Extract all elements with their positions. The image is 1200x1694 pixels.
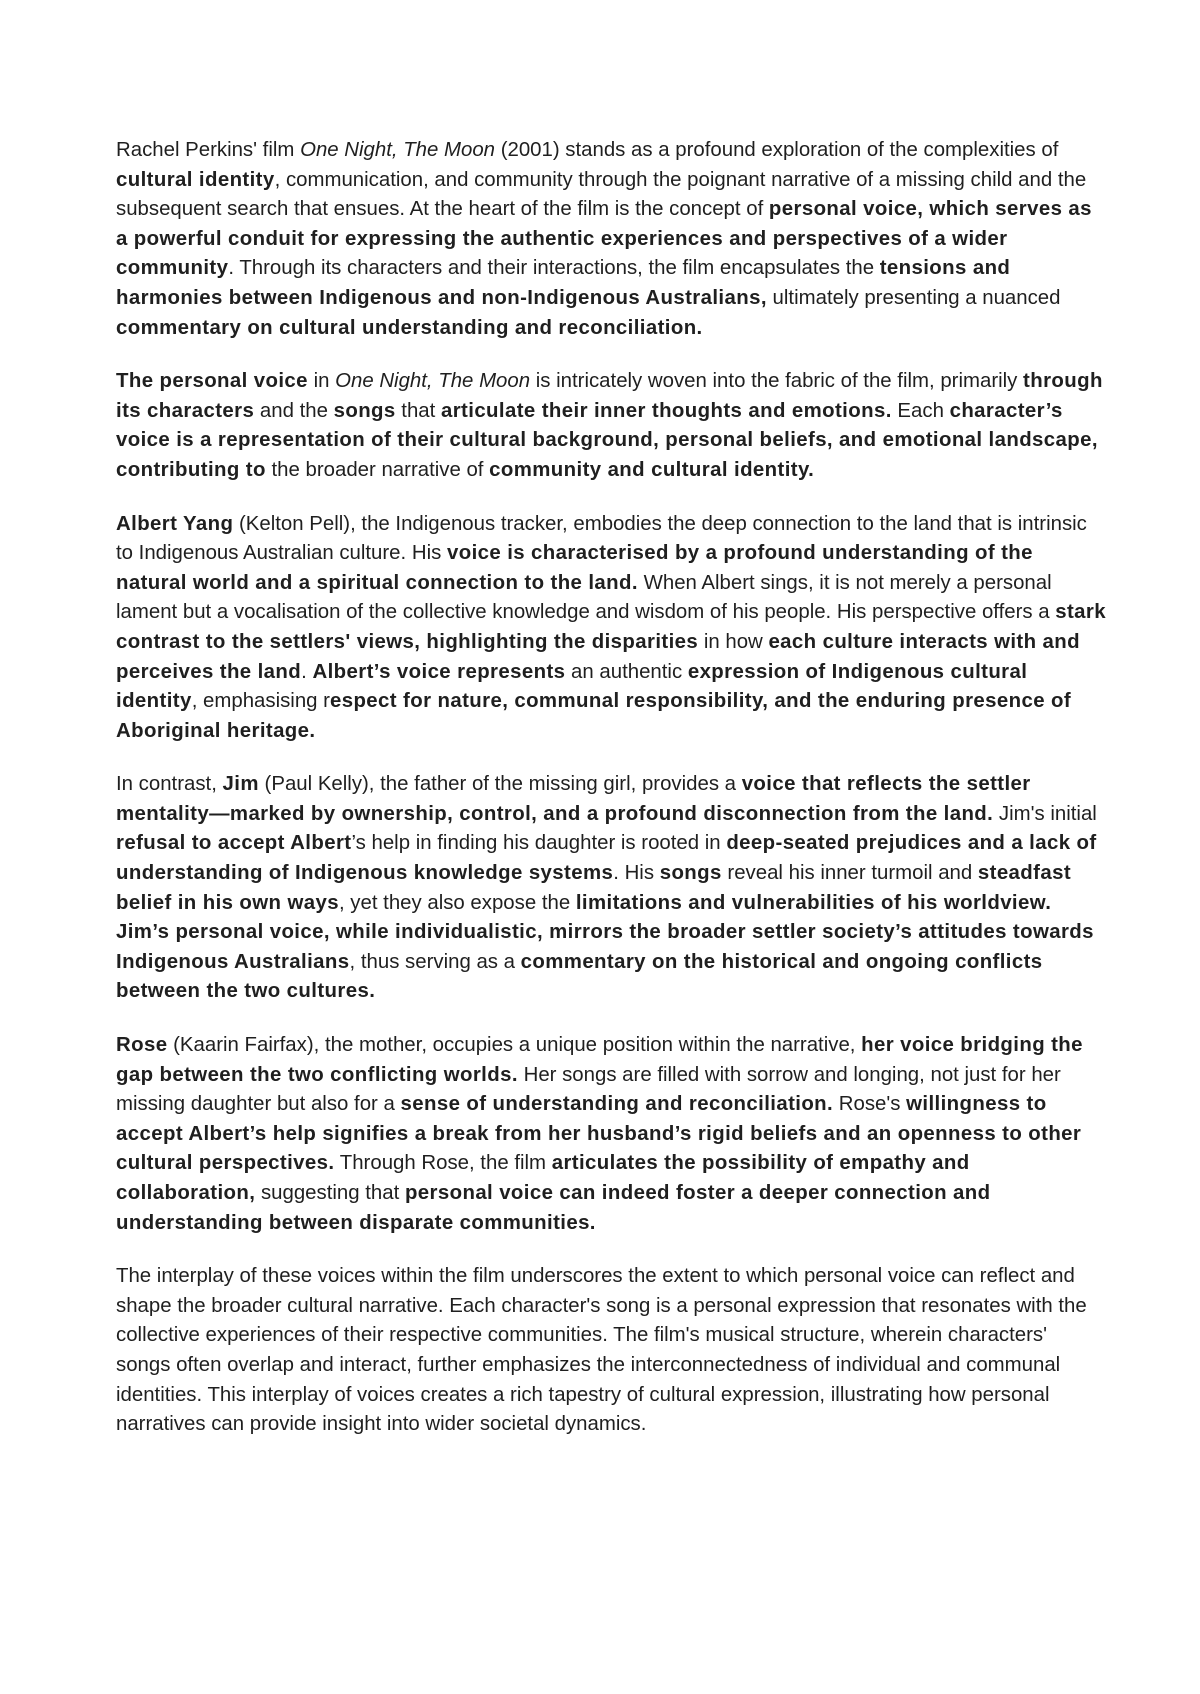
bold-text-run: steadfast belief in his own ways: [116, 862, 1072, 914]
text-run: (2001) stands as a profound exploration of the complexities of: [495, 139, 1059, 161]
text-run: Each: [891, 399, 950, 422]
text-run: When Albert sings, it is not merely a personal lament but a vocalisation of the collective knowledge and wisdom of his people. His perspective offers a: [116, 571, 1056, 624]
bold-text-run: character’s voice is a representation of their cultural background, personal beliefs, and emotional landscape, contributing to: [116, 399, 1098, 481]
text-run: (Paul Kelly), the father of the missing girl, provides a: [258, 773, 742, 796]
text-run: (Kelton Pell), the Indigenous tracker, embodies the deep connection to the land that is intrinsic to Indigenous Australian culture. His: [116, 512, 1087, 565]
paragraph-personal-voice: [116, 367, 1106, 485]
italic-title-run: One Night, The Moon: [335, 370, 531, 393]
bold-text-run: songs: [333, 399, 396, 422]
text-run: and the: [254, 399, 334, 422]
bold-text-run: cultural identity: [116, 168, 275, 191]
text-run: Her songs are filled with sorrow and longing, not just for her missing daughter but also for a: [116, 1063, 1061, 1116]
text-run: Through Rose, the film: [334, 1152, 552, 1175]
bold-text-run: Rose: [116, 1034, 168, 1057]
text-run: . Through its characters and their interactions, the film encapsulates the: [228, 257, 880, 280]
bold-text-run: tensions and harmonies between Indigenous and non-Indigenous Australians,: [116, 257, 1011, 309]
text-run: , communication, and community through the poignant narrative of a missing child and the subsequent search that ensues. At the heart of the film is the concept of: [116, 168, 1087, 221]
bold-text-run: Albert Yang: [116, 512, 234, 535]
text-run: the broader narrative of: [265, 458, 490, 481]
bold-text-run: voice is characterised by a profound understanding of the natural world and a spiritual connection to the land.: [116, 542, 1033, 594]
bold-text-run: articulate their inner thoughts and emotions.: [440, 399, 892, 422]
bold-text-run: her voice bridging the gap between the two conflicting worlds.: [116, 1034, 1083, 1086]
text-run: Jim's initial: [993, 802, 1097, 825]
text-run: , thus serving as a: [349, 950, 521, 973]
bold-text-run: personal voice can indeed foster a deeper connection and understanding between disparate communities.: [116, 1182, 991, 1234]
text-run: (Kaarin Fairfax), the mother, occupies a unique position within the narrative,: [167, 1034, 862, 1057]
bold-text-run: each culture interacts with and perceives the land: [116, 630, 1080, 683]
text-run: suggesting that: [255, 1182, 405, 1204]
italic-title-run: One Night, The Moon: [300, 139, 496, 161]
text-run: In contrast,: [116, 773, 223, 796]
text-run: Rachel Perkins' film: [116, 139, 301, 161]
paragraph-rose: [116, 1031, 1106, 1238]
text-run: reveal his inner turmoil and: [721, 862, 978, 885]
text-run: Rose's: [833, 1093, 907, 1116]
text-run: an authentic: [565, 660, 688, 683]
bold-text-run: stark contrast to the settlers' views, highlighting the disparities: [116, 601, 1106, 653]
bold-text-run: willingness to accept Albert’s help signifies a break from her husband’s rigid beliefs and an openness to other cultural perspectives.: [116, 1093, 1082, 1175]
bold-text-run: refusal to accept Albert: [116, 832, 352, 855]
bold-text-run: commentary on the historical and ongoing conflicts between the two cultures.: [116, 950, 1043, 1003]
bold-text-run: songs: [659, 862, 722, 885]
bold-text-run: expression of Indigenous cultural identity: [116, 660, 1028, 713]
bold-text-run: voice that reflects the settler mentality—marked by ownership, control, and a profound disconnection from the land.: [116, 773, 1031, 825]
bold-text-run: personal voice, which serves as a powerful conduit for expressing the authentic experiences and perspectives of a wider community: [116, 198, 1092, 280]
text-run: that: [395, 399, 441, 422]
bold-text-run: articulates the possibility of empathy and collaboration,: [116, 1152, 970, 1204]
paragraph-interplay: [116, 1262, 1106, 1440]
bold-text-run: sense of understanding and reconciliation.: [400, 1093, 834, 1116]
bold-text-run: community and cultural identity.: [489, 458, 815, 481]
text-run: in: [307, 370, 336, 393]
bold-text-run: limitations and vulnerabilities of his worldview. Jim’s personal voice, while individualistic, mirrors the broader settler society’s attitudes towards Indigenous Australians: [116, 891, 1094, 973]
text-run: .: [301, 660, 313, 683]
bold-text-run: deep-seated prejudices and a lack of understanding of Indigenous knowledge systems: [116, 832, 1097, 885]
bold-text-run: Albert’s voice represents: [312, 660, 566, 683]
text-run: , emphasising r: [191, 690, 330, 713]
paragraph-jim: [116, 770, 1106, 1007]
bold-text-run: espect for nature, communal responsibility, and the enduring presence of Aboriginal heritage.: [116, 690, 1072, 742]
text-run: ultimately presenting a nuanced: [766, 286, 1061, 309]
text-run: ’s help in finding his daughter is rooted in: [351, 832, 727, 855]
text-run: , yet they also expose the: [338, 891, 576, 914]
text-run: . His: [613, 862, 660, 885]
paragraph-intro: [116, 136, 1106, 343]
text-run: The interplay of these voices within the film underscores the extent to which personal voice can reflect and shape the broader cultural narrative. Each character's song is a personal expression that resonates with the collective experiences of their respective communities. The film's musical structure, wherein characters' songs often overlap and interact, further emphasizes the interconnectedness of individual and communal identities. This interplay of voices creates a rich tapestry of cultural expression, illustrating how personal narratives can provide insight into wider societal dynamics.: [116, 1265, 1087, 1436]
bold-text-run: through its characters: [116, 370, 1103, 422]
paragraph-albert-yang: [116, 510, 1106, 747]
text-run: in how: [698, 630, 769, 653]
bold-text-run: Jim: [222, 773, 259, 796]
essay-body: [116, 136, 1106, 1464]
bold-text-run: The personal voice: [116, 370, 308, 393]
text-run: is intricately woven into the fabric of the film, primarily: [530, 370, 1024, 393]
bold-text-run: commentary on cultural understanding and reconciliation.: [116, 316, 703, 339]
